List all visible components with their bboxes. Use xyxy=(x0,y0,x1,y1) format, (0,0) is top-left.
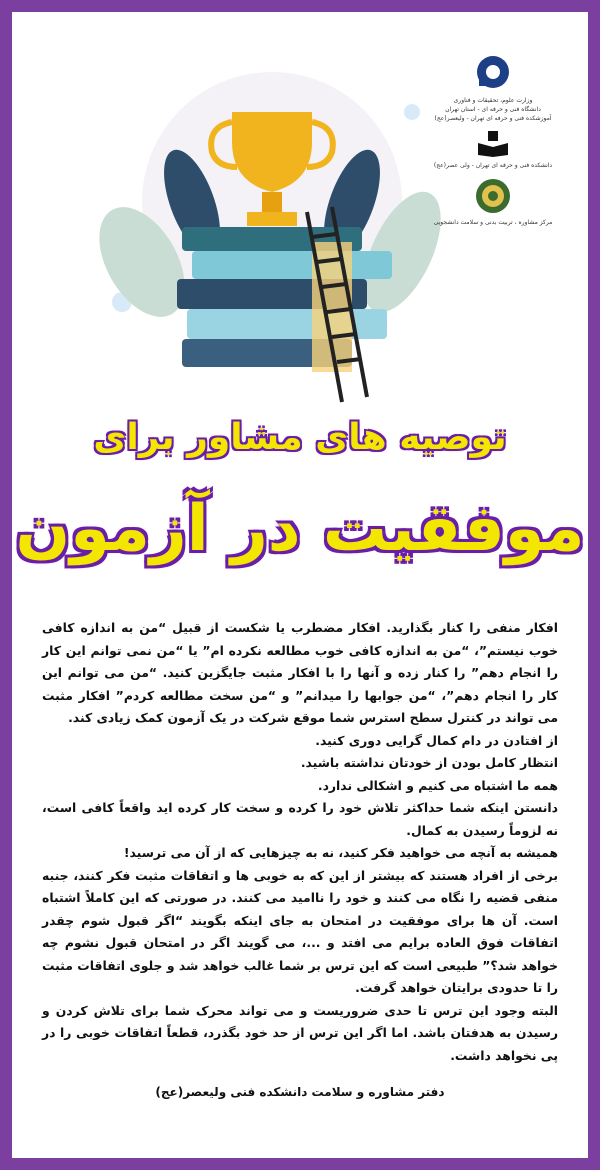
paragraph: انتظار کامل بودن از خودتان نداشته باشید. xyxy=(300,755,558,770)
title-line-2: موفقیت در آزمون xyxy=(15,492,585,566)
paragraph: دانستن اینکه شما حداکثر تلاش خود را کرده و سخت کار کرده اید واقعاً کافی است، نه لزوماً رسیدن به کمال. xyxy=(42,800,558,838)
paragraph: البته وجود این ترس تا حدی ضروریست و می تواند محرک شما برای تلاش کردن و رسیدن به هدفتان باشد. اما اگر این ترس از حد خود بگذرد، قطعاً اتفاقات خوبی را در پی نخواهد داشت. xyxy=(42,1002,558,1063)
college-logo-caption: دانشکده فنی و حرفه ای تهران - ولی عصر(عج) xyxy=(433,162,553,169)
counseling-logo-caption: مرکز مشاوره ، تربیت بدنی و سلامت دانشجویی xyxy=(433,219,553,226)
paragraph: افکار منفی را کنار بگذارید. افکار مضطرب یا شکست از قبیل “من به اندازه کافی خوب نیستم”، “من به اندازه کافی خوب مطالعه نکرده ام” یا “من نمی توانم این کار را انجام دهم” را کنار زده و آنها را با افکار مثبت جایگزین کنید. “من می توانم این کار را انجام دهم”، “من جوابها را میدانم” و “من سخت مطالعه کردم” افکار مثبت می تواند در کنترل سطح استرس شما موقع شرکت در یک آزمون کمک زیادی کند. xyxy=(42,620,558,725)
counseling-center-logo xyxy=(408,178,578,227)
paragraph: همیشه به آنچه می خواهید فکر کنید، نه به چیزهایی که از آن می ترسید! xyxy=(123,845,558,860)
paragraph: همه ما اشتباه می کنیم و اشکالی ندارد. xyxy=(317,777,558,793)
footer-signature: دفتر مشاوره و سلامت دانشکده فنی ولیعصر(عج) xyxy=(155,1085,445,1099)
advice-body xyxy=(42,617,558,1067)
ministry-logo-caption: وزارت علوم، تحقیقات و فناوری دانشگاه فنی و حرفه ای - استان تهران آموزشکده فنی و حرفه ای تهران - ولیعصر(عج) xyxy=(434,97,552,122)
poster-frame xyxy=(12,12,588,1158)
paragraph: برخی از افراد هستند که بیشتر از این که به خوبی ها و اتفاقات مثبت فکر کنند، جنبه منفی قضیه را نگاه می کنند و خود را ناامید می کنند. در صورتی که این کاملاً اشتباه است. آن ها برای موفقیت در امتحان به جای اینکه بگویند “اگر قبول شوم چقدر اتفاقات فوق العاده برایم می افتد و ...، می گویند اگر در امتحان قبول نشوم چه خواهد شد؟” طبیعی است که این ترس بر شما غالب خواهد شد و جلوی اتفاقات مثبت را تا حدودی برایتان خواهد گرفت. xyxy=(42,867,558,995)
college-logo xyxy=(408,131,578,170)
counseling-seal-icon xyxy=(475,178,511,214)
book-logo-icon xyxy=(476,131,510,157)
title-line-1: توصیه های مشاور برای xyxy=(93,417,507,458)
ministry-logo-icon xyxy=(473,52,513,92)
logos-column xyxy=(408,52,578,235)
university-logo xyxy=(408,52,578,123)
paragraph: از افتادن در دام کمال گرایی دوری کنید. xyxy=(315,732,558,748)
